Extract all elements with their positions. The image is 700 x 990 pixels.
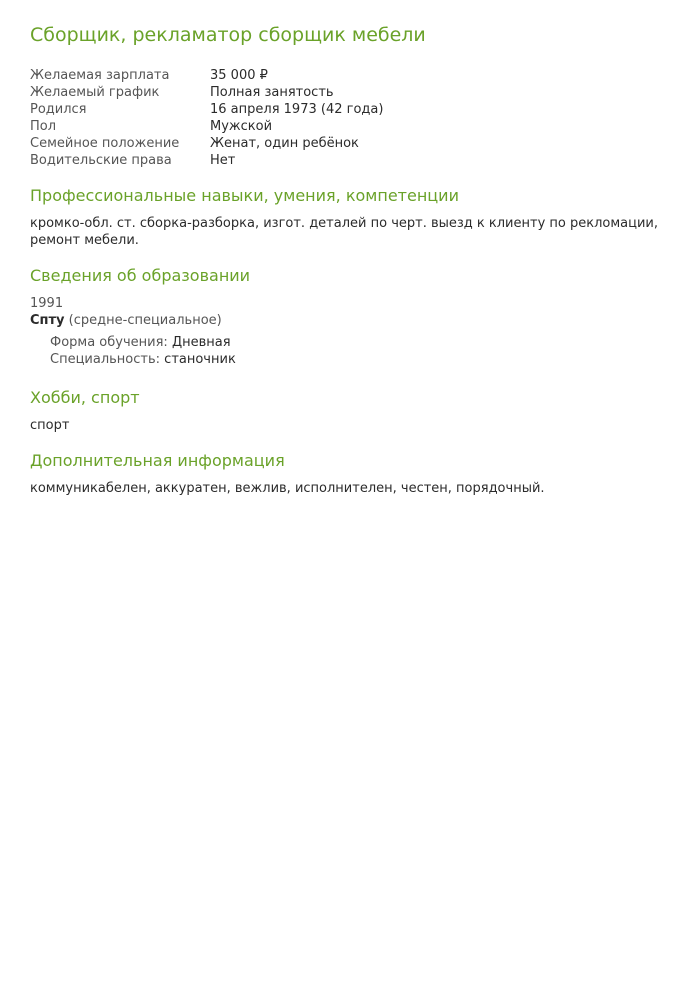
info-row-marital — [30, 135, 383, 152]
info-label: Желаемый график — [30, 85, 160, 100]
info-row-gender — [30, 118, 383, 135]
hobby-heading: Хобби, спорт — [30, 388, 140, 407]
info-row-license — [30, 152, 383, 169]
education-type: (средне-специальное) — [68, 313, 222, 328]
education-form-label: Форма обучения: — [50, 335, 168, 350]
info-value: 35 000 ₽ — [210, 68, 268, 83]
additional-section — [30, 450, 670, 497]
hobby-section — [30, 387, 670, 434]
skills-heading: Профессиональные навыки, умения, компетенции — [30, 186, 459, 205]
info-row-salary — [30, 67, 383, 84]
info-row-born — [30, 101, 383, 118]
education-heading: Сведения об образовании — [30, 266, 251, 285]
info-label: Родился — [30, 102, 87, 117]
personal-info-table — [30, 67, 383, 169]
education-specialty-value: станочник — [164, 352, 236, 367]
info-value: Мужской — [210, 119, 273, 134]
info-label: Семейное положение — [30, 136, 180, 151]
info-label: Пол — [30, 119, 57, 134]
education-institution: Спту — [30, 313, 65, 328]
education-form-row — [50, 334, 670, 351]
education-year: 1991 — [30, 296, 64, 311]
education-specialty-row — [50, 351, 670, 368]
info-value: Женат, один ребёнок — [210, 136, 359, 151]
info-value: 16 апреля 1973 (42 года) — [210, 102, 384, 117]
info-row-schedule — [30, 84, 383, 101]
info-value: Нет — [210, 153, 236, 168]
additional-text: коммуникабелен, аккуратен, вежлив, исполнителен, честен, порядочный. — [30, 481, 545, 496]
skills-text: кромко-обл. ст. сборка-разборка, изгот. деталей по черт. выезд к клиенту по рекломации, ремонт мебели. — [30, 216, 659, 248]
resume-title: Сборщик, рекламатор сборщик мебели — [30, 24, 426, 46]
education-institution-line — [30, 312, 670, 329]
info-value: Полная занятость — [210, 85, 334, 100]
additional-heading: Дополнительная информация — [30, 451, 285, 470]
info-label: Желаемая зарплата — [30, 68, 170, 83]
education-specialty-label: Специальность: — [50, 352, 161, 367]
skills-section — [30, 185, 670, 249]
education-form-value: Дневная — [171, 335, 231, 350]
info-label: Водительские права — [30, 153, 172, 168]
education-section — [30, 265, 670, 368]
education-details — [30, 334, 670, 368]
hobby-text: спорт — [30, 418, 70, 433]
